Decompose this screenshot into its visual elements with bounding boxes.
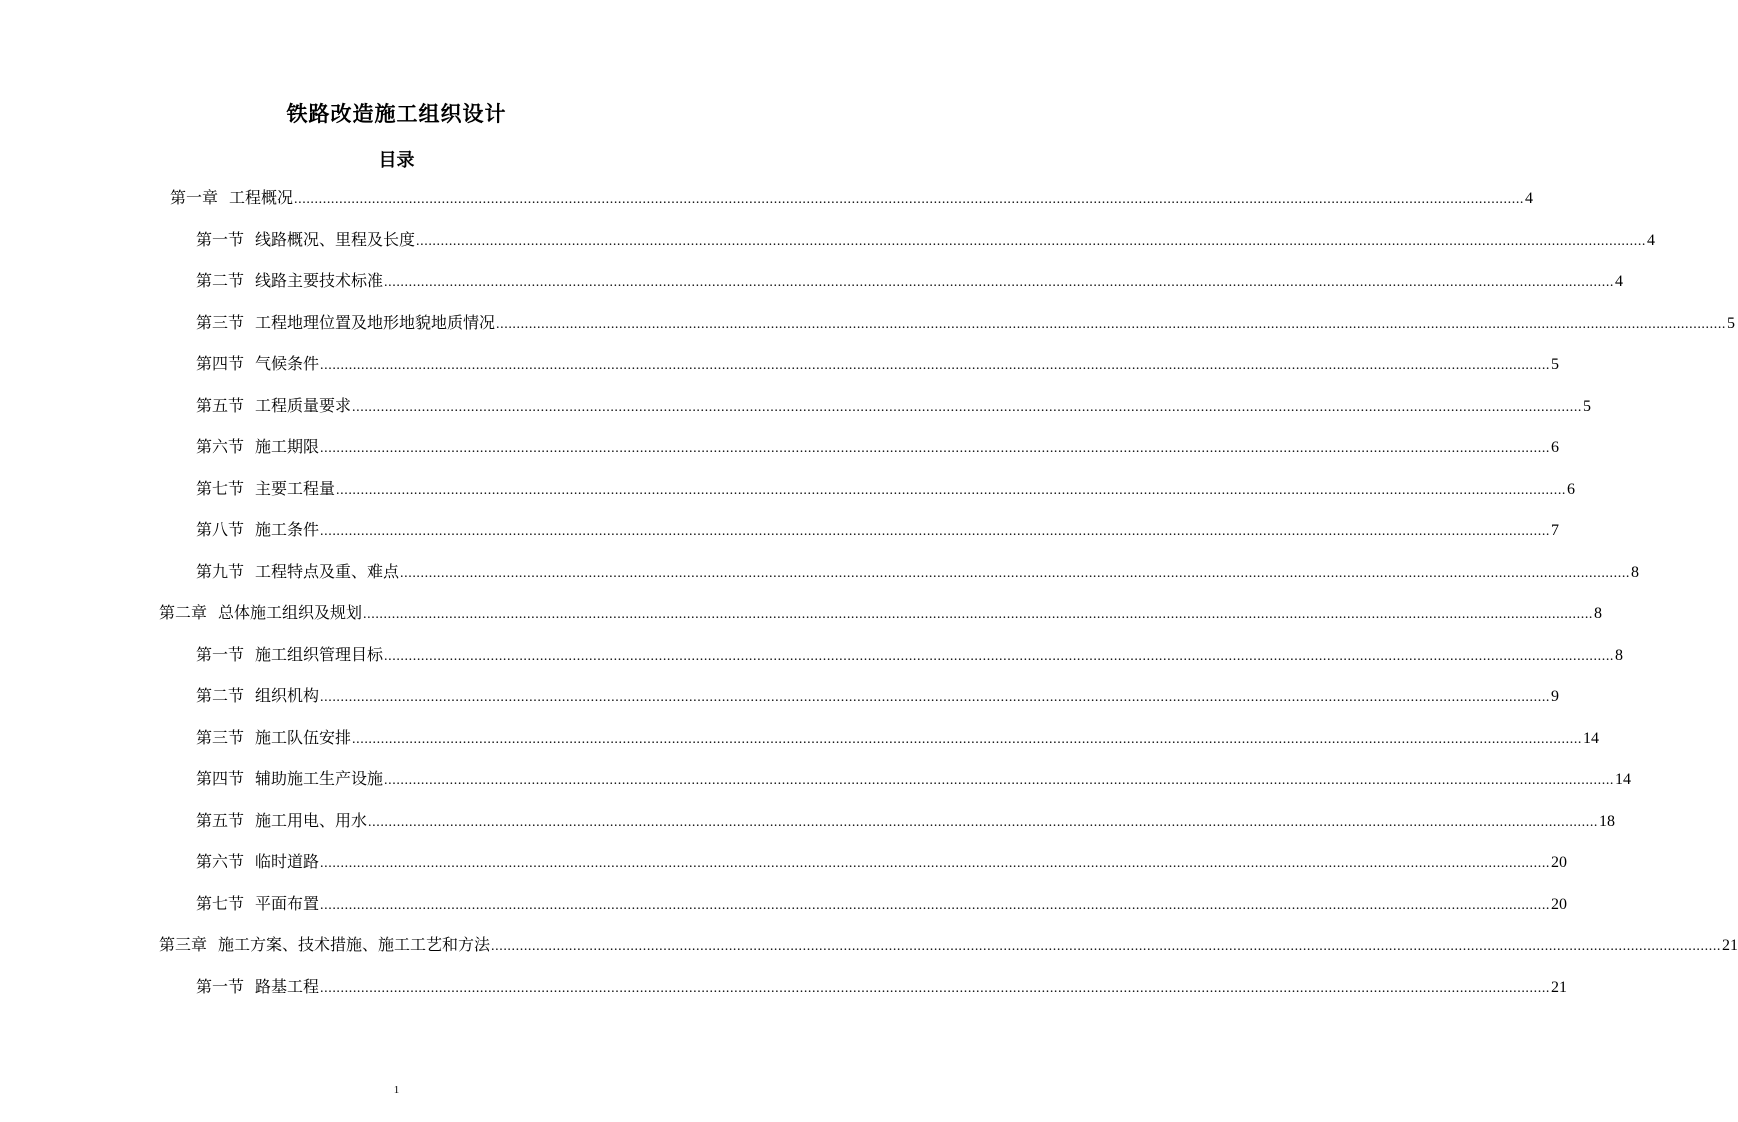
toc-entry-title: 气候条件 [255, 354, 320, 373]
toc-entry-title: 工程质量要求 [255, 395, 352, 415]
toc-dot-leader: ............................................................................................................................................................................................................................................................................................................ [400, 565, 1631, 581]
toc-dot-leader: ............................................................................................................................................................................................................................................................................................................ [320, 856, 1551, 871]
toc-entry-page: 6 [1567, 480, 1576, 498]
toc-entry-number: 第二章 [159, 605, 208, 622]
toc-dot-leader: ............................................................................................................................................................................................................................................................................................................ [320, 690, 1551, 705]
toc-section-entry[interactable] [196, 353, 1560, 375]
toc-entry-number: 第二节 [196, 273, 245, 290]
toc-entry-page: 8 [1615, 646, 1624, 664]
toc-entry-number: 第一节 [196, 231, 245, 249]
toc-dot-leader: ............................................................................................................................................................................................................................................................................................................ [320, 980, 1551, 996]
toc-dot-leader: ............................................................................................................................................................................................................................................................................................................ [352, 399, 1583, 415]
toc-entry-title: 施工组织管理目标 [255, 644, 384, 664]
toc-section-entry[interactable] [196, 436, 1560, 458]
toc-section-entry[interactable] [196, 644, 1624, 666]
toc-section-entry[interactable] [196, 768, 1632, 790]
toc-chapter-entry[interactable] [170, 187, 1534, 209]
toc-entry-title: 工程特点及重、难点 [255, 561, 400, 581]
toc-entry-number: 第一章 [170, 190, 219, 207]
toc-section-entry[interactable] [196, 893, 1568, 915]
toc-entry-number: 第三章 [159, 937, 208, 954]
toc-section-entry[interactable] [196, 395, 1592, 417]
toc-section-entry[interactable] [196, 229, 1656, 251]
toc-section-entry[interactable] [196, 270, 1624, 292]
toc-entry-page: 8 [1594, 605, 1603, 622]
toc-entry-number: 第六节 [196, 854, 245, 871]
toc-section-entry[interactable] [196, 727, 1600, 749]
toc-entry-page: 5 [1727, 314, 1736, 332]
toc-entry-title: 施工队伍安排 [255, 727, 352, 747]
toc-entry-page: 21 [1551, 978, 1568, 996]
toc-section-entry[interactable] [196, 976, 1568, 998]
toc-entry-title: 总体施工组织及规划 [218, 603, 363, 622]
toc-entry-page: 20 [1551, 895, 1568, 913]
toc-entry-number: 第九节 [196, 563, 245, 581]
toc-entry-title: 施工用电、用水 [255, 810, 368, 830]
toc-entry-number: 第五节 [196, 397, 245, 415]
toc-chapter-entry[interactable] [159, 934, 1738, 956]
toc-entry-page: 14 [1615, 771, 1632, 788]
toc-entry-title: 组织机构 [255, 686, 320, 705]
toc-entry-number: 第六节 [196, 439, 245, 456]
toc-entry-number: 第七节 [196, 480, 245, 498]
toc-dot-leader: ............................................................................................................................................................................................................................................................................................................ [320, 897, 1551, 913]
toc-section-entry[interactable] [196, 810, 1616, 832]
toc-entry-title: 线路主要技术标准 [255, 271, 384, 290]
toc-entry-title: 平面布置 [255, 893, 320, 913]
toc-entry-number: 第三节 [196, 729, 245, 747]
toc-entry-number: 第七节 [196, 895, 245, 913]
toc-section-entry[interactable] [196, 312, 1736, 334]
toc-dot-leader: ............................................................................................................................................................................................................................................................................................................ [352, 731, 1583, 747]
toc-entry-page: 4 [1615, 273, 1624, 290]
toc-entry-page: 21 [1722, 937, 1738, 954]
toc-entry-number: 第四节 [196, 771, 245, 788]
toc-entry-number: 第一节 [196, 646, 245, 664]
toc-entry-number: 第四节 [196, 356, 245, 373]
toc-entry-title: 辅助施工生产设施 [255, 769, 384, 788]
toc-entry-page: 9 [1551, 688, 1560, 705]
toc-entry-title: 路基工程 [255, 976, 320, 996]
toc-entry-title: 临时道路 [255, 852, 320, 871]
toc-entry-number: 第五节 [196, 812, 245, 830]
toc-dot-leader: ............................................................................................................................................................................................................................................................................................................ [368, 814, 1599, 830]
toc-chapter-entry[interactable] [159, 602, 1603, 624]
toc-dot-leader: ............................................................................................................................................................................................................................................................................................................ [336, 482, 1567, 498]
toc-section-entry[interactable] [196, 685, 1560, 707]
toc-dot-leader: ............................................................................................................................................................................................................................................................................................................ [416, 233, 1647, 249]
toc-entry-page: 8 [1631, 563, 1640, 581]
toc-heading: 目录 [378, 150, 415, 171]
toc-dot-leader: ............................................................................................................................................................................................................................................................................................................ [384, 275, 1615, 290]
toc-section-entry[interactable] [196, 478, 1576, 500]
toc-dot-leader: ............................................................................................................................................................................................................................................................................................................ [320, 358, 1551, 373]
toc-entry-title: 线路概况、里程及长度 [255, 229, 416, 249]
toc-entry-title: 主要工程量 [255, 478, 336, 498]
toc-section-entry[interactable] [196, 851, 1568, 873]
page-number: 1 [393, 1084, 400, 1096]
toc-entry-number: 第三节 [196, 314, 245, 332]
toc-dot-leader: ............................................................................................................................................................................................................................................................................................................ [320, 441, 1551, 456]
toc-section-entry[interactable] [196, 561, 1640, 583]
toc-entry-number: 第一节 [196, 978, 245, 996]
toc-entry-page: 4 [1647, 231, 1656, 249]
toc-entry-number: 第八节 [196, 522, 245, 539]
toc-entry-page: 5 [1583, 397, 1592, 415]
toc-dot-leader: ............................................................................................................................................................................................................................................................................................................ [320, 524, 1551, 539]
toc-dot-leader: ............................................................................................................................................................................................................................................................................................................ [491, 939, 1722, 954]
toc-entry-page: 5 [1551, 356, 1560, 373]
toc-entry-title: 施工期限 [255, 437, 320, 456]
document-title: 铁路改造施工组织设计 [286, 102, 507, 126]
toc-dot-leader: ............................................................................................................................................................................................................................................................................................................ [294, 192, 1525, 207]
toc-entry-page: 14 [1583, 729, 1600, 747]
toc-dot-leader: ............................................................................................................................................................................................................................................................................................................ [496, 316, 1727, 332]
toc-entry-page: 4 [1525, 190, 1534, 207]
toc-entry-title: 工程地理位置及地形地貌地质情况 [255, 312, 496, 332]
toc-dot-leader: ............................................................................................................................................................................................................................................................................................................ [384, 773, 1615, 788]
toc-entry-page: 20 [1551, 854, 1568, 871]
toc-dot-leader: ............................................................................................................................................................................................................................................................................................................ [384, 648, 1615, 664]
toc-entry-page: 6 [1551, 439, 1560, 456]
toc-section-entry[interactable] [196, 519, 1560, 541]
toc-entry-title: 施工条件 [255, 520, 320, 539]
toc-entry-title: 工程概况 [229, 188, 294, 207]
toc-entry-page: 7 [1551, 522, 1560, 539]
toc-entry-title: 施工方案、技术措施、施工工艺和方法 [218, 935, 491, 954]
toc-entry-page: 18 [1599, 812, 1616, 830]
toc-dot-leader: ............................................................................................................................................................................................................................................................................................................ [363, 607, 1594, 622]
toc-entry-number: 第二节 [196, 688, 245, 705]
